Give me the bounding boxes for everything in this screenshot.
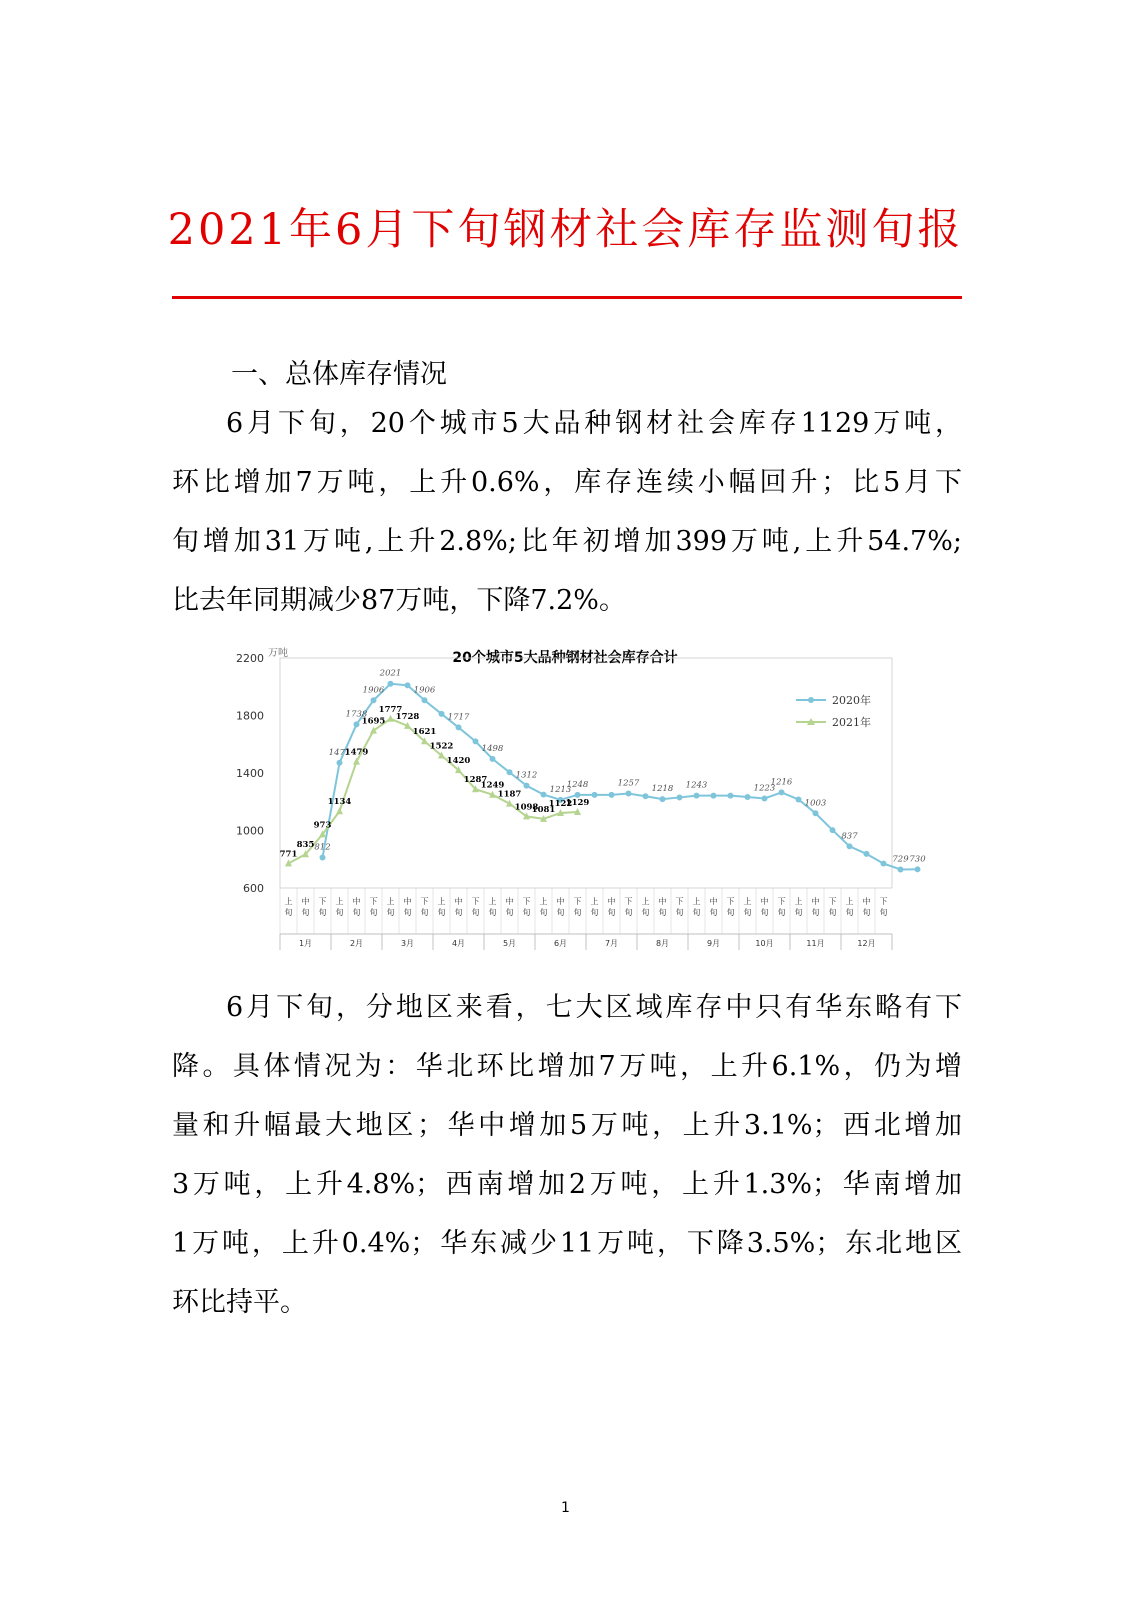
data-label-2020年: 1223 xyxy=(753,783,776,794)
data-point-2020 xyxy=(439,711,445,717)
x-period-label: 中旬 xyxy=(556,897,565,917)
paragraph-regional xyxy=(172,978,962,1332)
data-point-2020 xyxy=(405,682,411,688)
data-label-2021年: 1479 xyxy=(344,747,369,758)
data-label-2020年: 730 xyxy=(909,854,926,865)
x-period-label: 中旬 xyxy=(811,897,820,917)
legend-label-2021: 2021年 xyxy=(832,716,871,729)
y-tick-label: 2200 xyxy=(236,652,264,665)
data-label-2021年: 835 xyxy=(296,840,315,851)
data-point-2021 xyxy=(387,715,394,722)
data-point-2020 xyxy=(507,769,513,775)
paragraph-line: 量和升幅最大地区；华中增加5万吨，上升3.1%；西北增加 xyxy=(172,1110,962,1141)
data-label-2020年: 1248 xyxy=(566,779,589,790)
data-label-2021年: 771 xyxy=(279,849,298,860)
data-point-2020 xyxy=(371,697,377,703)
data-point-2020 xyxy=(711,793,717,799)
section-heading: 一、总体库存情况 xyxy=(231,359,447,390)
x-month-label: 2月 xyxy=(349,939,364,948)
x-period-label: 中旬 xyxy=(403,897,412,917)
data-point-2020 xyxy=(609,792,615,798)
data-point-2020 xyxy=(473,738,479,744)
x-month-label: 4月 xyxy=(451,939,466,948)
data-point-2020 xyxy=(915,866,921,872)
x-period-label: 下旬 xyxy=(420,897,429,917)
x-month-label: 12月 xyxy=(857,939,876,948)
x-period-label: 上旬 xyxy=(845,897,854,917)
data-point-2020 xyxy=(813,810,819,816)
data-label-2020年: 1218 xyxy=(651,784,674,795)
data-point-2020 xyxy=(541,792,547,798)
x-month-label: 8月 xyxy=(655,939,670,948)
x-period-label: 中旬 xyxy=(709,897,718,917)
x-period-label: 下旬 xyxy=(726,897,735,917)
x-period-label: 上旬 xyxy=(488,897,497,917)
data-point-2020 xyxy=(643,793,649,799)
x-period-label: 上旬 xyxy=(386,897,395,917)
x-period-label: 中旬 xyxy=(658,897,667,917)
x-period-label: 下旬 xyxy=(675,897,684,917)
paragraph-line: 旬增加31万吨,上升2.8%;比年初增加399万吨,上升54.7%; xyxy=(172,526,962,557)
data-label-2020年: 729 xyxy=(892,854,909,865)
data-label-2020年: 1738 xyxy=(345,709,368,720)
y-tick-label: 1000 xyxy=(236,824,264,838)
data-point-2020 xyxy=(728,793,734,799)
data-point-2020 xyxy=(796,796,802,802)
data-label-2020年: 1312 xyxy=(515,770,538,781)
inventory-line-chart xyxy=(236,648,926,950)
paragraph-line: 环比增加7万吨，上升0.6%，库存连续小幅回升；比5月下 xyxy=(172,467,962,498)
data-point-2020 xyxy=(864,851,870,857)
data-point-2020 xyxy=(575,792,581,798)
x-period-label: 下旬 xyxy=(879,897,888,917)
report-title: 2021年6月下旬钢材社会库存监测旬报 xyxy=(167,205,964,255)
data-point-2021 xyxy=(336,807,343,814)
legend-marker-2020 xyxy=(808,697,814,703)
paragraph-line: 6月下旬，分地区来看，七大区域库存中只有华东略有下 xyxy=(226,992,962,1023)
data-label-2021年: 1621 xyxy=(412,727,437,738)
data-label-2020年: 812 xyxy=(314,842,331,853)
data-label-2021年: 1098 xyxy=(514,802,539,813)
paragraph-line: 6月下旬，20个城市5大品种钢材社会库存1129万吨， xyxy=(226,408,962,439)
data-point-2020 xyxy=(524,783,530,789)
data-label-2021年: 1777 xyxy=(378,704,403,715)
data-label-2021年: 1420 xyxy=(446,756,471,767)
paragraph-line: 比去年同期减少87万吨，下降7.2%。 xyxy=(172,585,626,616)
data-point-2020 xyxy=(320,855,326,861)
data-label-2021年: 1122 xyxy=(548,798,573,809)
data-label-2020年: 1471 xyxy=(328,747,351,758)
y-tick-label: 600 xyxy=(243,882,264,895)
y-tick-label: 1400 xyxy=(236,767,264,780)
data-point-2020 xyxy=(881,861,887,867)
x-period-label: 上旬 xyxy=(692,897,701,917)
data-label-2020年: 1243 xyxy=(685,780,708,791)
data-point-2020 xyxy=(388,681,394,687)
data-label-2021年: 1695 xyxy=(361,716,386,727)
data-point-2020 xyxy=(422,697,428,703)
data-label-2021年: 1522 xyxy=(429,741,454,752)
data-point-2020 xyxy=(490,756,496,762)
x-period-label: 中旬 xyxy=(454,897,463,917)
paragraph-line: 3万吨，上升4.8%；西南增加2万吨，上升1.3%；华南增加 xyxy=(172,1169,962,1200)
x-period-label: 中旬 xyxy=(760,897,769,917)
x-period-label: 中旬 xyxy=(301,897,310,917)
x-period-label: 下旬 xyxy=(522,897,531,917)
data-point-2020 xyxy=(677,794,683,800)
title-divider xyxy=(172,296,962,299)
x-period-label: 中旬 xyxy=(505,897,514,917)
x-period-label: 上旬 xyxy=(437,897,446,917)
data-label-2020年: 1906 xyxy=(362,685,385,696)
data-label-2020年: 1213 xyxy=(549,784,572,795)
data-label-2020年: 1257 xyxy=(617,778,640,789)
x-period-label: 中旬 xyxy=(862,897,871,917)
paragraph-line: 降。具体情况为：华北环比增加7万吨，上升6.1%，仍为增 xyxy=(172,1051,962,1082)
x-month-label: 9月 xyxy=(706,939,721,948)
x-period-label: 下旬 xyxy=(573,897,582,917)
data-point-2020 xyxy=(694,793,700,799)
data-label-2021年: 973 xyxy=(313,820,332,831)
data-point-2020 xyxy=(830,827,836,833)
x-month-label: 11月 xyxy=(806,939,825,948)
x-period-label: 上旬 xyxy=(590,897,599,917)
x-period-label: 上旬 xyxy=(335,897,344,917)
data-label-2020年: 2021 xyxy=(379,668,402,679)
data-label-2020年: 837 xyxy=(841,831,858,842)
data-label-2021年: 1287 xyxy=(463,775,488,786)
data-point-2020 xyxy=(626,791,632,797)
data-point-2020 xyxy=(592,792,598,798)
x-month-label: 10月 xyxy=(755,939,774,948)
chart-title: 20个城市5大品种钢材社会库存合计 xyxy=(452,650,678,666)
paragraph-line: 1万吨，上升0.4%；华东减少11万吨，下降3.5%；东北地区 xyxy=(172,1228,962,1259)
data-point-2020 xyxy=(762,795,768,801)
data-point-2020 xyxy=(660,796,666,802)
data-label-2020年: 1003 xyxy=(804,798,827,809)
data-label-2020年: 1717 xyxy=(447,712,470,723)
x-month-label: 7月 xyxy=(604,939,619,948)
x-period-label: 下旬 xyxy=(369,897,378,917)
x-month-label: 5月 xyxy=(502,939,517,948)
legend-label-2020: 2020年 xyxy=(832,694,871,707)
x-period-label: 上旬 xyxy=(641,897,650,917)
data-label-2020年: 1498 xyxy=(481,743,504,754)
data-label-2021年: 1081 xyxy=(531,804,556,815)
data-label-2020年: 1906 xyxy=(413,685,436,696)
x-period-label: 下旬 xyxy=(624,897,633,917)
x-month-label: 6月 xyxy=(553,939,568,948)
x-period-label: 中旬 xyxy=(607,897,616,917)
paragraph-overall xyxy=(172,394,962,630)
data-point-2020 xyxy=(898,866,904,872)
x-period-label: 中旬 xyxy=(352,897,361,917)
x-period-label: 下旬 xyxy=(471,897,480,917)
x-period-label: 下旬 xyxy=(828,897,837,917)
x-month-label: 1月 xyxy=(298,939,313,948)
x-period-label: 下旬 xyxy=(318,897,327,917)
y-tick-label: 1800 xyxy=(236,709,264,723)
data-label-2021年: 1249 xyxy=(480,780,505,791)
x-period-label: 上旬 xyxy=(743,897,752,917)
page-number: 1 xyxy=(561,1500,570,1516)
y-axis-unit: 万吨 xyxy=(268,648,288,659)
data-label-2021年: 1134 xyxy=(327,797,352,808)
data-label-2021年: 1129 xyxy=(565,797,590,808)
x-month-label: 3月 xyxy=(400,939,415,948)
data-label-2021年: 1187 xyxy=(497,789,522,800)
data-point-2020 xyxy=(847,843,853,849)
x-period-label: 上旬 xyxy=(794,897,803,917)
data-label-2021年: 1728 xyxy=(395,711,420,722)
x-period-label: 上旬 xyxy=(284,897,293,917)
x-period-label: 下旬 xyxy=(777,897,786,917)
data-point-2020 xyxy=(779,789,785,795)
x-period-label: 上旬 xyxy=(539,897,548,917)
data-point-2020 xyxy=(745,794,751,800)
data-point-2020 xyxy=(337,760,343,766)
data-point-2020 xyxy=(354,721,360,727)
data-label-2020年: 1216 xyxy=(770,777,793,788)
data-point-2020 xyxy=(456,724,462,730)
paragraph-line: 环比持平。 xyxy=(172,1287,307,1318)
